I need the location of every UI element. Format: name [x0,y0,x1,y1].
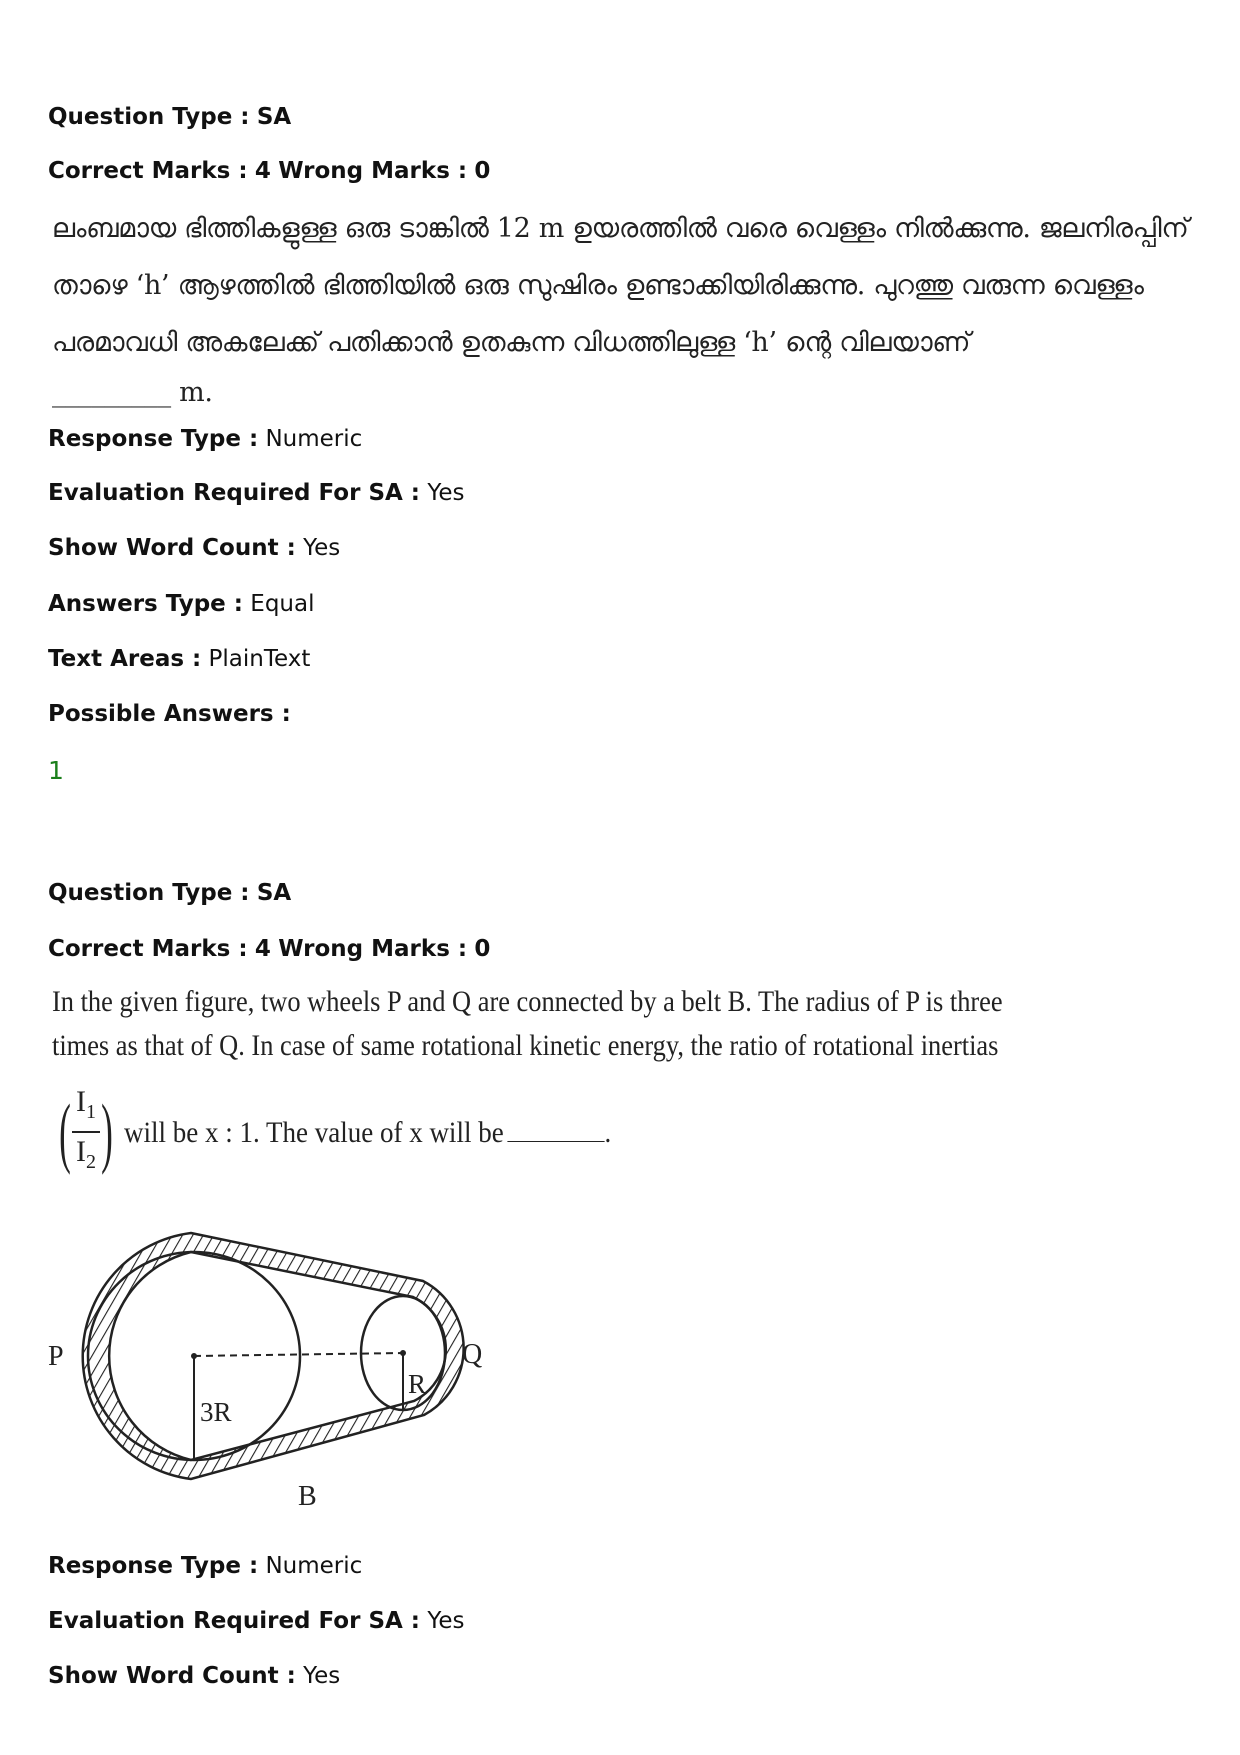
label-q: Q [462,1339,483,1370]
q2-fraction-line [52,1085,665,1179]
q1-question-line: താഴെ ‘h’ ആഴത്തിൽ ഭിത്തിയിൽ ഒരു സുഷിരം ഉണ്ടാക്കിയിരിക്കുന്നു. പുറത്തു വരുന്ന വെള്ളം [52,270,1144,301]
q1-possible-answer: 1 [48,756,64,785]
q2-response-type: Response Type : Numeric [48,1553,363,1579]
q1-evaluation-required: Evaluation Required For SA : Yes [48,480,465,506]
q2-question-line: In the given figure, two wheels P and Q are connected by a belt B. The radius of P is three [52,985,1003,1018]
q1-question-line: _________ m. [52,377,213,408]
fraction-denominator: $I_2$ [75,1135,96,1173]
q1-text-areas: Text Areas : PlainText [48,646,311,672]
q1-response-type: Response Type : Numeric [48,426,363,452]
q2-marks: Correct Marks : 4 Wrong Marks : 0 [48,936,491,962]
pulley-belt-figure [48,1215,508,1515]
inertia-ratio-fraction [72,1085,100,1179]
q2-show-word-count: Show Word Count : Yes [48,1663,341,1689]
label-p: P [48,1341,64,1372]
q1-question-type: Question Type : SA [48,104,292,130]
answer-blank [507,1115,604,1142]
fraction-numerator: $I_1$ [72,1085,100,1133]
label-3r: 3R [200,1397,232,1427]
left-paren: ( [59,1088,71,1175]
q1-show-word-count: Show Word Count : Yes [48,535,341,561]
q2-evaluation-required: Evaluation Required For SA : Yes [48,1608,465,1634]
label-b: B [298,1481,317,1512]
q1-question-line: പരമാവധി അകലേക്ക് പതിക്കാൻ ഉതകുന്ന വിധത്തിലുള്ള ‘h’ ന്റെ വിലയാണ് [52,327,971,358]
label-r: R [408,1369,427,1399]
q1-question-text [52,200,1189,415]
q2-question-text [52,980,1003,1068]
q2-question-line: times as that of Q. In case of same rotational kinetic energy, the ratio of rotational inertias [52,1029,999,1062]
q2-question-tail: will be x : 1. The value of x will be . [123,1115,612,1149]
q1-marks: Correct Marks : 4 Wrong Marks : 0 [48,158,491,184]
q2-question-type: Question Type : SA [48,880,292,906]
q1-question-line: ലംബമായ ഭിത്തികളുള്ള ഒരു ടാങ്കിൽ 12 m ഉയരത്തിൽ വരെ വെള്ളം നിൽക്കുന്നു. ജലനിരപ്പിന് [52,213,1189,244]
q1-possible-answers-label: Possible Answers : [48,701,291,727]
q1-answers-type: Answers Type : Equal [48,591,315,617]
right-paren: ) [101,1088,113,1175]
